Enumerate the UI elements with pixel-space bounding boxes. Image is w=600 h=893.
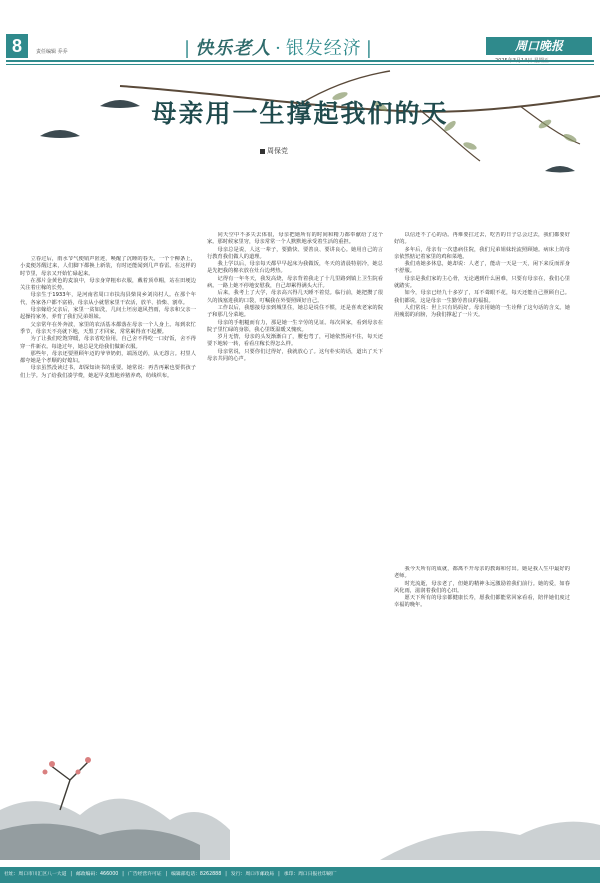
article-paragraph: 以信还不了心的话。再难要扛过去，吃苦的日子总会过去，我们都要好好的。: [394, 232, 570, 246]
article-paragraph: 多年后，母亲有一次患病住院，我们兄弟姐妹轮流照顾她。病床上的母亲依然惦记着家里的鸡和菜地。: [394, 246, 570, 260]
article-paragraph: 母亲是我们家的主心骨，无论遇到什么困难，只要有母亲在，我们心里就踏实。: [394, 275, 570, 290]
article-paragraph: 母亲嫁给父亲后，家里一贫如洗，几间土坯房遮风挡雨，母亲和父亲一起操持家务，养育了我们兄弟姐妹。: [20, 307, 196, 321]
article-paragraph: 愿天下所有的母亲都健康长寿，愿我们都能常回家看看，陪伴她们度过幸福的晚年。: [394, 595, 570, 609]
article-byline: 周保党: [260, 146, 288, 156]
page-header: [0, 0, 600, 60]
article-paragraph: 记得有一年冬天，我发高烧，母亲背着我走了十几里路到镇上卫生院看病。一路上她不停地安慰我，自己却累得满头大汗。: [207, 275, 383, 290]
article-paragraph: 如今，母亲已经九十多岁了，耳不聋眼不花，每天还能自己照顾自己。我们都说，这是母亲一生勤劳善良的福报。: [394, 290, 570, 304]
article-paragraph: 我们劝她多休息，她却说：人老了，能动一天是一天，闲下来反而浑身不舒服。: [394, 261, 570, 275]
column-title: | 快乐老人 · 银发经济 |: [184, 38, 373, 59]
page-footer: 社址：周口市川汇区八一大道 | 邮政编码：466000 | 广告经营许可证 | 编辑部电话：8262888 | 发行：周口市邮政局 | 承印：周口日报社印刷厂: [0, 867, 600, 883]
article-column-3: [394, 232, 570, 562]
article-paragraph: 同天空中不多失去体很，母亲把她所有的时间和精力都奉献给了这个家。那时候家里穷，母亲常常一个人默默地承受着生活的重担。: [207, 232, 383, 246]
article-column-4: [394, 566, 570, 731]
article-paragraph: 后来，我考上了大学，母亲高兴得几天睡不着觉。临行前，她把攒了很久的钱塞进我的口袋，叮嘱我在外要照顾好自己。: [207, 290, 383, 304]
header-divider-thin: [6, 64, 594, 65]
article-paragraph: 工作以后，我想接母亲到城里住，她总是说住不惯，还是喜欢老家的院子和那几分菜地。: [207, 304, 383, 319]
ink-painting-mountains: [0, 720, 600, 860]
newspaper-masthead: 周口晚报: [486, 37, 592, 55]
page-number: 8: [6, 34, 28, 58]
article-headline: 母亲用一生撑起我们的天: [151, 99, 449, 128]
article-paragraph: 我上学以后，母亲每天都早早起床为我做饭，冬天的清晨特别冷，她总是先把我的棉衣放在灶台边烤热。: [207, 261, 383, 275]
article-paragraph: 那些年，母亲还要照顾年迈的爷爷奶奶，端汤送药，从无怨言。村里人都夸她是个孝顺的好媳妇。: [20, 350, 196, 365]
article-paragraph: 母亲的手粗糙而有力，那是她一生辛劳的见证。每次回家，看到母亲在院子里忙碌的身影，我心里既温暖又愧疚。: [207, 319, 383, 333]
article-paragraph: 母亲总是说，人这一辈子，要勤快、要善良、要讲良心。她用自己的言行教育我们做人的道理。: [207, 246, 383, 260]
article-paragraph: 母亲虽然没读过书，却深知读书的重要。她常说：再苦再累也要供孩子们上学。为了给我们凑学费，她起早贪黑地养猪养鸡，纺线织布。: [20, 365, 196, 379]
article-paragraph: 我今天所有的成就，都离不开母亲的教诲和付出。她是我人生中最好的老师。: [394, 566, 570, 580]
header-divider: [6, 60, 594, 62]
article-paragraph: 母亲生于1933年，是河南省周口市扶沟县柴岗乡刘岗村人。在那个年代，各家各户都不富裕，母亲从小就帮家里干农活，放羊、拾柴、割草。: [20, 292, 196, 306]
article-paragraph: 在那片金黄色的麦浪中，母亲身穿粗布衣服，戴着顶草帽，站在田埂边关注着庄稼的长势。: [20, 277, 196, 292]
article-paragraph: 母亲常说，只要你们过得好，我就放心了。这句朴实的话，道出了天下母亲共同的心声。: [207, 348, 383, 363]
article-paragraph: 父亲常年在外奔波，家里的农活基本都落在母亲一个人身上。每到农忙季节，母亲天不亮就下地，天黑了才回家，常常累得直不起腰。: [20, 321, 196, 335]
article-paragraph: 人们常说：世上只有妈妈好。母亲用她的一生诠释了这句话的含义。她用瘦弱的肩膀，为我们撑起了一片天。: [394, 304, 570, 319]
ink-painting-birds-branches: [0, 66, 600, 226]
article-paragraph: 立春过后，雨水节气便销声匿迹，唤醒了沉睡的春天。一个个柳条上，小麦便苏醒过来，人们脚下都换上新装，有时还能闻到几声春雷。在这样的时节里，母亲又开始忙碌起来。: [20, 256, 196, 277]
editor-info: 责任编辑 乔乔: [36, 49, 68, 55]
article-paragraph: 时光流逝，母亲老了，但她的精神永远激励着我们前行。她的爱，如春风化雨，滋润着我们的心田。: [394, 580, 570, 594]
article-paragraph: 为了让我们吃饱穿暖，母亲省吃俭用，自己舍不得吃一口好饭，舍不得穿一件新衣。每逢过年，她总是先给我们做新衣服。: [20, 336, 196, 350]
article-paragraph: 岁月无情，母亲的头发渐渐白了，腰也弯了，可她依然闲不住，每天还要下地转一转，看看庄稼长得怎么样。: [207, 334, 383, 348]
